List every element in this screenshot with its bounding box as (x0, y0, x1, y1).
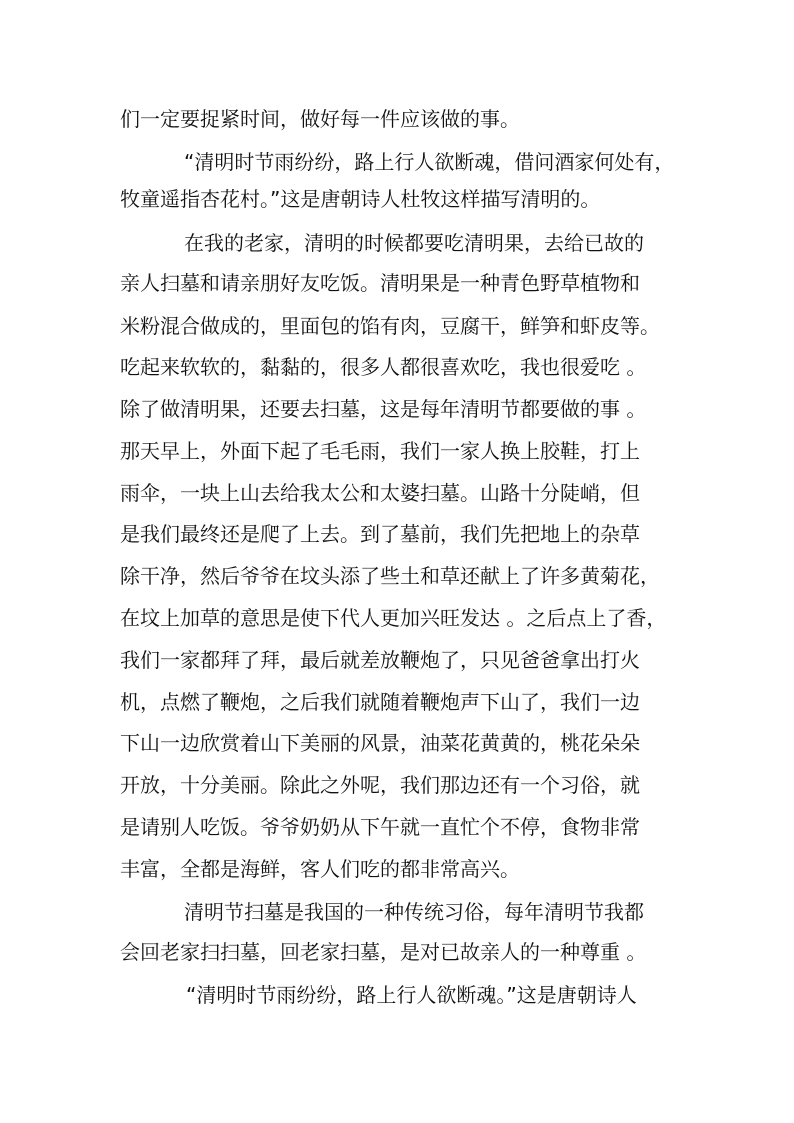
text-line-10: 雨伞，一块上山去给我太公和太婆扫墓。山路十分陡峭，但 (120, 481, 640, 505)
text-line-11: 是我们最终还是爬了上去。到了墓前，我们先把地上的杂草 (120, 522, 640, 546)
text-line-18: 是请别人吃饭。爷爷奶奶从下午就一直忙个不停，食物非常 (120, 815, 640, 839)
text-line-15: 机，点燃了鞭炮，之后我们就随着鞭炮声下山了，我们一边 (120, 690, 640, 714)
text-line-3: 牧童遥指杏花村。”这是唐朝诗人杜牧这样描写清明的。 (120, 187, 601, 211)
text-line-4: 在我的老家，清明的时候都要吃清明果，去给已故的 (184, 231, 644, 255)
text-line-1: 们一定要捉紧时间，做好每一件应该做的事。 (120, 107, 520, 131)
text-line-19: 丰富，全都是海鲜，客人们吃的都非常高兴。 (120, 857, 520, 881)
text-line-9: 那天早上，外面下起了毛毛雨，我们一家人换上胶鞋，打上 (120, 439, 640, 463)
text-line-21: 会回老家扫扫墓，回老家扫墓，是对已故亲人的一种尊重 。 (120, 940, 647, 964)
text-line-17: 开放，十分美丽。除此之外呢，我们那边还有一个习俗，就 (120, 773, 640, 797)
text-line-20: 清明节扫墓是我国的一种传统习俗，每年清明节我都 (184, 900, 644, 924)
text-line-8: 除了做清明果，还要去扫墓，这是每年清明节都要做的事 。 (120, 397, 647, 421)
text-line-7: 吃起来软软的，黏黏的，很多人都很喜欢吃，我也很爱吃 。 (120, 355, 647, 379)
text-line-22: “清明时节雨纷纷，路上行人欲断魂。”这是唐朝诗人 (186, 983, 637, 1007)
text-line-2: “清明时节雨纷纷，路上行人欲断魂，借问酒家何处有， (184, 150, 675, 174)
text-line-12: 除干净，然后爷爷在坟头添了些土和草还献上了许多黄菊花， (120, 564, 660, 588)
text-line-5: 亲人扫墓和请亲朋好友吃饭。清明果是一种青色野草植物和 (120, 271, 640, 295)
text-line-14: 我们一家都拜了拜，最后就差放鞭炮了，只见爸爸拿出打火 (120, 648, 640, 672)
text-line-16: 下山一边欣赏着山下美丽的风景，油菜花黄黄的，桃花朵朵 (120, 731, 640, 755)
text-line-6: 米粉混合做成的，里面包的馅有肉，豆腐干，鲜笋和虾皮等。 (120, 314, 660, 338)
text-line-13: 在坟上加草的意思是使下代人更加兴旺发达 。之后点上了香， (120, 606, 667, 630)
